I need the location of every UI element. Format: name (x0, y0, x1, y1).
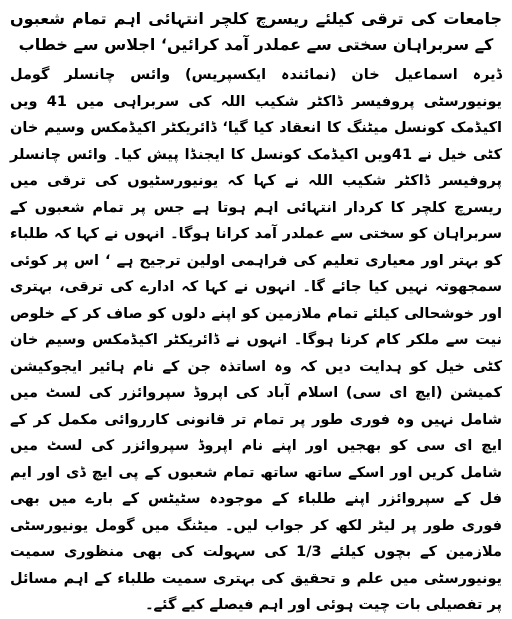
headline: جامعات کی ترقی کیلئے ریسرچ کلچر انتہائی اہم تمام شعبوں کے سربراہان سختی سے عملدر آمد کرائیں‘ اجلاس سے خطاب (10, 9, 502, 54)
article-body: ڈیرہ اسماعیل خان (نمائندہ ایکسپریس) وائس چانسلر گومل یونیورسٹی پروفیسر ڈاکٹر شکیب اللہ کی سربراہی میں 41 ویں اکیڈمک کونسل میٹنگ کا انعقاد کیا گیا‘ ڈائریکٹر اکیڈمکس وسیم خان کٹی خیل نے 41ویں اکیڈمک کونسل کا ایجنڈا پیش کیا۔ وائس چانسلر پروفیسر ڈاکٹر شکیب اللہ نے کہا کہ یونیورسٹیوں کی ترقی میں ریسرچ کلچر کا کردار انتہائی اہم ہوتا ہے جس پر تمام شعبوں کے سربراہان کو سختی سے عملدر آمد کرانا ہوگا۔ انہوں نے کہا کہ طلباء کو بہتر اور معیاری تعلیم کی فراہمی اولین ترجیح ہے ‘ اس پر کوئی سمجھوتہ نہیں کیا جائے گا۔ انہوں نے کہا کہ ادارے کی ترقی، بہتری اور خوشحالی کیلئے تمام ملازمین کو اپنے دلوں کو صاف کر کے خلوص نیت سے ملکر کام کرنا ہوگا۔ انہوں نے ڈائریکٹر اکیڈمکس وسیم خان کٹی خیل کو ہدایت دیں کہ وہ اساتذہ جن کے نام ہائیر ایجوکیشن کمیشن (ایچ ای سی) اسلام آباد کی اپروڈ سپروائزر کی لسٹ میں شامل نہیں وہ فوری طور پر تمام تر قانونی کارروائی مکمل کر کے ایچ ای سی کو بھجیں اور اپنے نام اپروڈ سپروائزر کی لسٹ میں شامل کریں اور اسکے ساتھ ساتھ تمام شعبوں کے پی ایچ ڈی اور ایم فل کے سپروائزر اپنے طلباء کے موجودہ سٹیٹس کے بارے میں بھی فوری طور پر لیٹر لکھ کر جواب لیں۔ میٹنگ میں گومل یونیورسٹی ملازمین کے بچوں کیلئے 1/3 کی سہولت کی بھی منظوری سمیت یونیورسٹی میں علم و تحقیق کی بہتری سمیت طلباء کے اہم مسائل پر تفصیلی بات چیت ہوئی اور اہم فیصلے کیے گئے۔ (10, 67, 503, 613)
